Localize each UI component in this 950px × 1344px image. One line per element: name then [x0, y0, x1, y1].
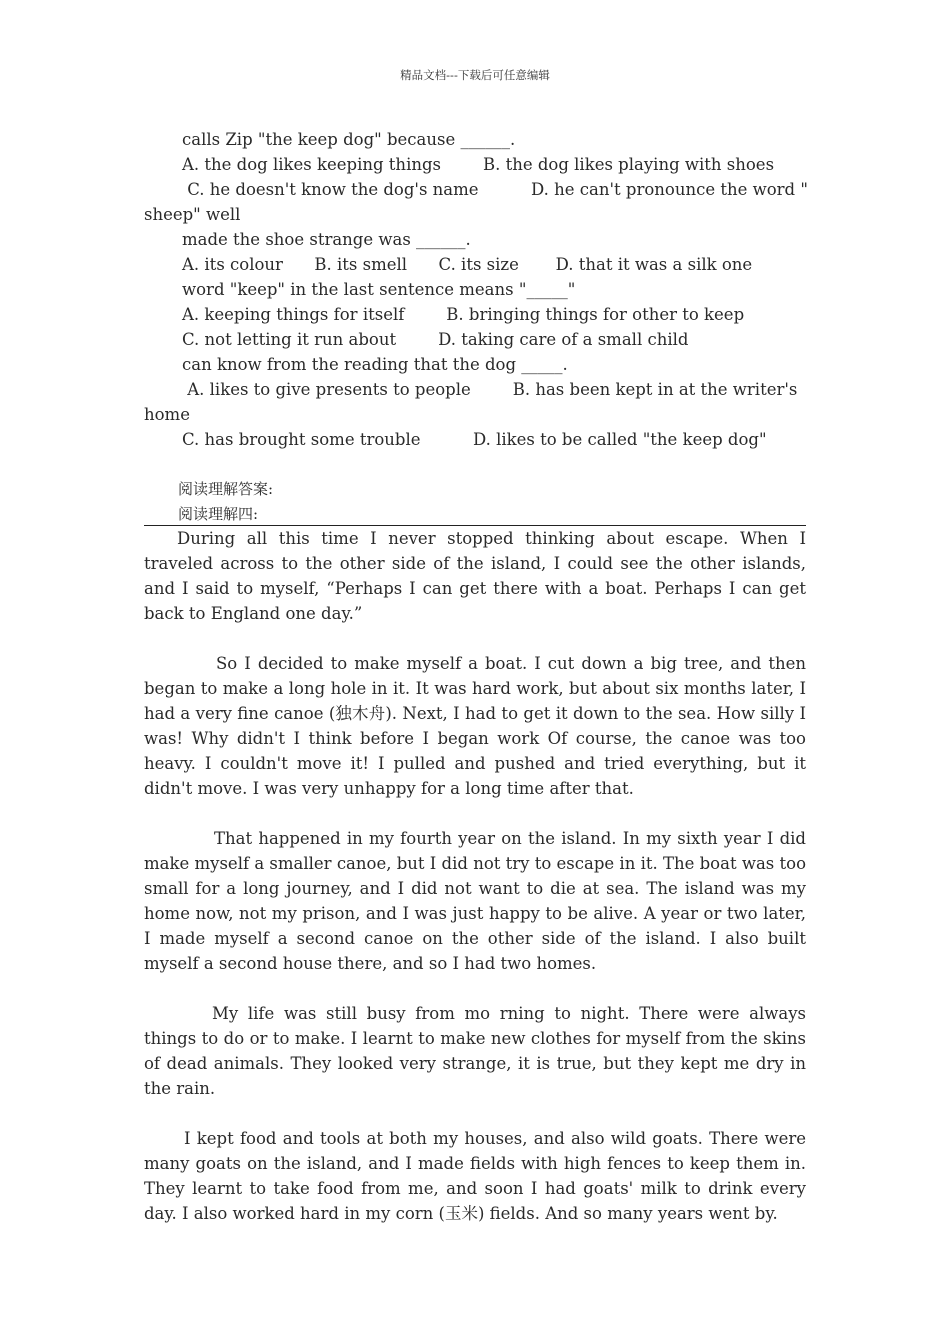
question-4-options-ab-cont: home [144, 405, 190, 424]
passage-paragraph-3: That happened in my fourth year on the island. In my sixth year I did make myself a smaller canoe, but I did not try to escape in it. The boat was too small for a long journey, and I did not want to die at sea. The island was my home now, not my prison, and I was just happy to be alive. A year or two later, I made myself a second canoe on the other side of the island. I also built myself a second house there, and so I had two homes. [144, 829, 806, 973]
question-1-options-cd-cont: sheep" well [144, 205, 241, 224]
passage [144, 526, 806, 1226]
document-body [144, 127, 806, 1226]
question-2-stem: made the shoe strange was ______. [182, 230, 471, 249]
question-4-options-ab: A. likes to give presents to people B. has been kept in at the writer's [182, 380, 798, 399]
question-1-stem: calls Zip "the keep dog" because ______. [182, 130, 516, 149]
question-3-options-cd: C. not letting it run about D. taking care of a small child [182, 330, 689, 349]
question-1-options-ab: A. the dog likes keeping things B. the dog likes playing with shoes [182, 155, 775, 174]
passage-paragraph-4: My life was still busy from mo rning to night. There were always things to do or to make. I learnt to make new clothes for myself from the skins of dead animals. They looked very strange, it is true, but they kept me dry in the rain. [144, 1004, 806, 1098]
question-1-options-cd: C. he doesn't know the dog's name D. he can't pronounce the word " [182, 180, 808, 199]
question-4-options-cd: C. has brought some trouble D. likes to be called "the keep dog" [182, 430, 767, 449]
passage-paragraph-5: I kept food and tools at both my houses, and also wild goats. There were many goats on the island, and I made fields with high fences to keep them in. They learnt to take food from me, and soon I had goats' milk to drink every day. I also worked hard in my corn (玉米) fields. And so many years went by. [144, 1129, 806, 1223]
passage-paragraph-2: So I decided to make myself a boat. I cut down a big tree, and then began to make a long hole in it. It was hard work, but about six months later, I had a very fine canoe (独木舟). Next, I had to get it down to the sea. How silly I was! Why didn't I think before I began work Of course, the canoe was too heavy. I couldn't move it! I pulled and pushed and tried everything, but it didn't move. I was very unhappy for a long time after that. [144, 654, 806, 798]
question-2-options: A. its colour B. its smell C. its size D. that it was a silk one [182, 255, 753, 274]
passage-paragraph-1: During all this time I never stopped thinking about escape. When I traveled across to the other side of the island, I could see the other islands, and I said to myself, “Perhaps I can get there with a boat. Perhaps I can get back to England one day.” [144, 529, 806, 623]
page-header: 精品文档---下载后可任意编辑 [400, 68, 550, 82]
answers-label: 阅读理解答案: [178, 480, 274, 498]
question-3-stem: word "keep" in the last sentence means "_____" [182, 280, 576, 299]
question-4-stem: can know from the reading that the dog _____. [182, 355, 568, 374]
question-3-options-ab: A. keeping things for itself B. bringing things for other to keep [182, 305, 745, 324]
reading-four-label: 阅读理解四: [144, 502, 806, 526]
